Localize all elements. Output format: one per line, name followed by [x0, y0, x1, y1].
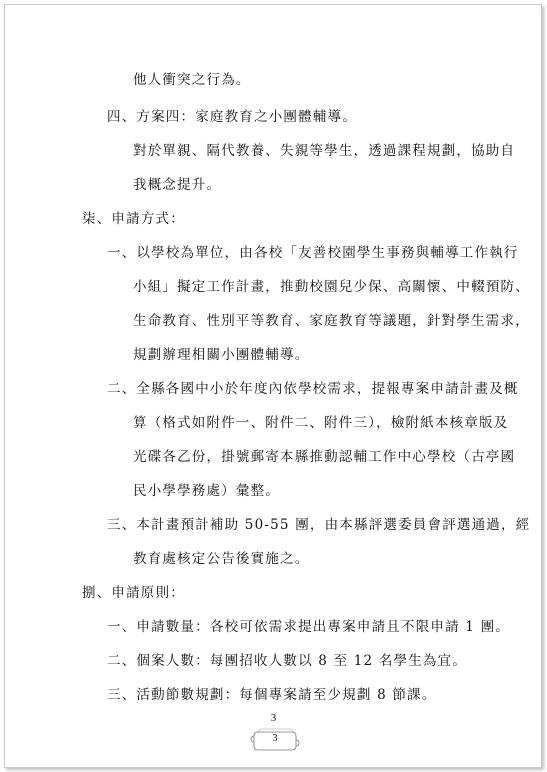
- text-line: 他人衝突之行為。: [133, 72, 251, 88]
- section-heading: 柒、申請方式：: [82, 211, 185, 227]
- text-line: 光碟各乙份，掛號郵寄本縣推動認輔工作中心學校（古亭國: [133, 449, 516, 465]
- page-number: 3: [270, 712, 277, 724]
- text-line: 二、個案人數：每團招收人數以 8 至 12 名學生為宜。: [107, 653, 468, 669]
- text-line: 一、以學校為單位，由各校「友善校園學生事務與輔導工作執行: [107, 245, 519, 261]
- text-line: 一、申請數量：各校可依需求提出專案申請且不限申請 1 團。: [107, 619, 510, 635]
- text-line: 我概念提升。: [133, 177, 222, 193]
- text-line: 對於單親、隔代教養、失親等學生，透過課程規劃，協助自: [133, 143, 516, 159]
- text-line: 算（格式如附件一、附件二、附件三），檢附紙本核章版及: [133, 415, 509, 431]
- text-line: 生命教育、性別平等教育、家庭教育等議題，針對學生需求，: [133, 313, 530, 329]
- text-line: 三、活動節數規劃：每個專案請至少規劃 8 節課。: [107, 687, 437, 703]
- text-line: 規劃辦理相關小團體輔導。: [133, 347, 310, 363]
- scroll-page-badge: [250, 727, 300, 753]
- text-line: 二、全縣各國中小於年度內依學校需求，提報專案申請計畫及概: [107, 381, 519, 397]
- scroll-page-number: 3: [272, 733, 278, 744]
- section-heading: 四、方案四：家庭教育之小團體輔導。: [107, 109, 357, 125]
- text-line: 民小學學務處）彙整。: [133, 483, 280, 499]
- section-heading: 捌、申請原則：: [82, 585, 185, 601]
- text-line: 三、本計畫預計補助 50-55 團，由本縣評選委員會評選通過，經: [107, 517, 531, 533]
- text-line: 教育處核定公告後實施之。: [133, 551, 310, 567]
- text-line: 小組」擬定工作計畫，推動校園兒少保、高關懷、中輟預防、: [133, 279, 530, 295]
